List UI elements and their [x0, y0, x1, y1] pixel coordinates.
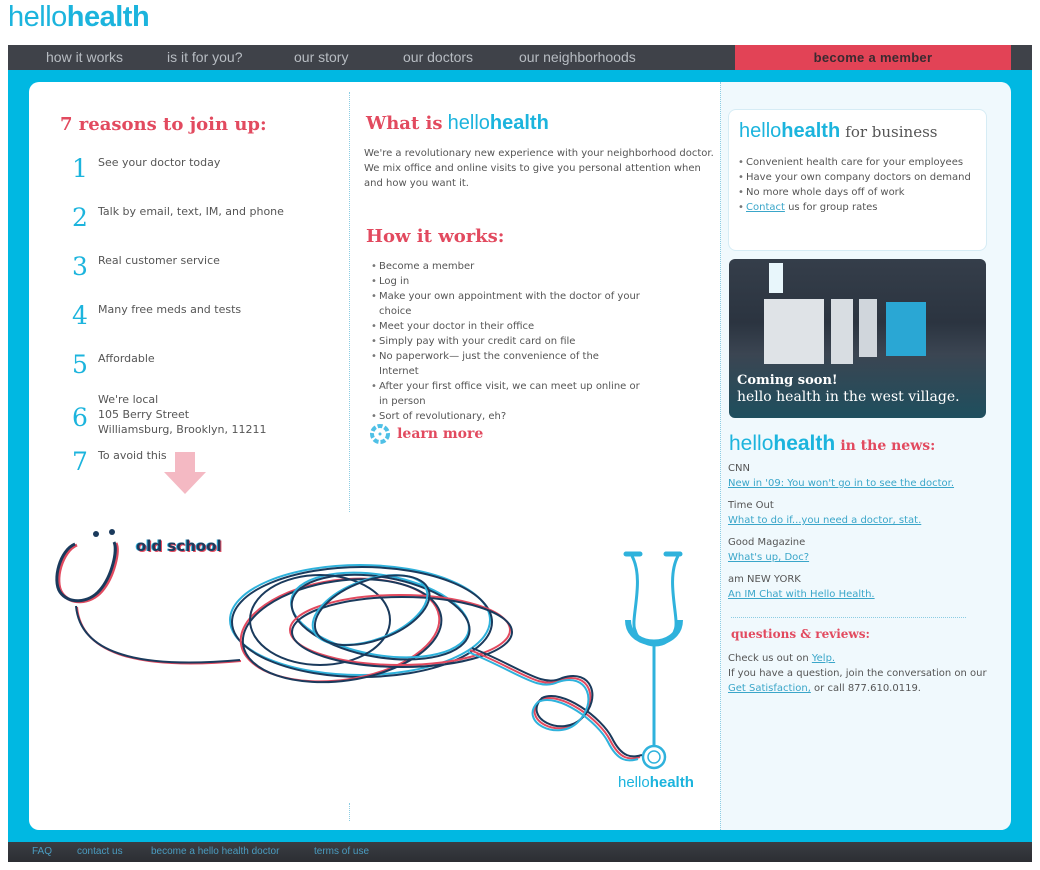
what-is-body: We're a revolutionary new experience with your neighborhood doctor. We mix office and online visits to give you personal attention when and how you want it. — [364, 148, 714, 189]
reviews-line2: If you have a question, join the conversation on our — [728, 668, 987, 679]
illustration-logo-health: health — [649, 774, 694, 791]
yelp-link[interactable]: Yelp. — [811, 653, 836, 664]
how-it-works-title: How it works: — [366, 226, 505, 247]
nav-how-it-works[interactable]: how it works — [46, 49, 124, 65]
reviews-line3: or call 877.610.0119. — [810, 683, 921, 694]
logo-hello: hello — [447, 112, 490, 134]
news-link[interactable]: What to do if...you need a doctor, stat. — [728, 515, 922, 526]
how-it-works-item: • Meet your doctor in their office — [370, 319, 640, 334]
news-source: CNN — [728, 463, 750, 474]
west-village-promo[interactable] — [729, 259, 986, 418]
tangle-scribble — [230, 560, 642, 760]
reason-line: Williamsburg, Brooklyn, 11211 — [98, 423, 267, 436]
divider — [731, 617, 966, 618]
promo-subtitle: hello health in the west village. — [737, 389, 960, 405]
reason-number: 6 — [72, 403, 88, 432]
learn-more-label: learn more — [397, 426, 484, 442]
business-title — [739, 120, 937, 143]
reason-number: 7 — [72, 447, 88, 476]
reviews-line1: Check us out on — [728, 653, 812, 664]
business-item — [737, 200, 982, 215]
reasons-title: 7 reasons to join up: — [60, 114, 267, 135]
new-stethoscope-icon — [626, 554, 680, 768]
business-item: • No more whole days off of work — [737, 185, 982, 200]
what-is-logo — [448, 112, 549, 134]
down-arrow-icon — [164, 452, 206, 494]
reason-number: 3 — [72, 252, 88, 281]
reason-number: 4 — [72, 301, 88, 330]
storefront-poster — [886, 302, 926, 356]
business-logo — [739, 120, 840, 142]
storefront-window — [831, 299, 853, 364]
news-title — [729, 432, 935, 456]
footer-become-doctor[interactable]: become a hello health doctor — [151, 846, 280, 857]
contact-rest: us for group rates — [784, 202, 878, 213]
reason-number: 2 — [72, 203, 88, 232]
news-source: am NEW YORK — [728, 574, 801, 585]
reason-line: Many free meds and tests — [98, 303, 242, 316]
gear-icon — [368, 422, 392, 446]
news-title-suffix: in the news: — [840, 438, 936, 454]
reason-line: 105 Berry Street — [98, 408, 190, 421]
reason-text — [98, 253, 220, 268]
storefront-sign — [769, 263, 783, 293]
news-link[interactable]: An IM Chat with Hello Health. — [728, 589, 875, 600]
reason-text — [98, 302, 241, 317]
what-is-title — [366, 112, 549, 135]
reason-line: Real customer service — [98, 254, 220, 267]
footer — [8, 842, 1032, 862]
reason-text — [98, 392, 267, 437]
how-it-works-item: • After your first office visit, we can meet up online or in person — [370, 379, 640, 409]
how-it-works-item: • No paperwork— just the convenience of the Internet — [370, 349, 640, 379]
illustration-logo-hello: hello — [618, 774, 650, 791]
reason-line: We're local — [98, 393, 159, 406]
reason-number: 5 — [72, 350, 88, 379]
how-it-works-item: • Simply pay with your credit card on file — [370, 334, 640, 349]
footer-terms[interactable]: terms of use — [314, 846, 370, 857]
reason-text — [98, 155, 220, 170]
reviews-body — [728, 651, 1008, 696]
news-source: Good Magazine — [728, 537, 806, 548]
reason-line: See your doctor today — [98, 156, 221, 169]
business-title-suffix: for business — [845, 123, 938, 141]
how-it-works-item: • Sort of revolutionary, eh? — [370, 409, 640, 424]
nav-is-it-for-you[interactable]: is it for you? — [167, 49, 243, 65]
reason-number: 1 — [72, 154, 88, 183]
column-divider — [349, 803, 350, 821]
news-link[interactable]: What's up, Doc? — [728, 552, 810, 563]
reason-text — [98, 448, 167, 463]
hellohealth-logo[interactable] — [8, 0, 149, 34]
learn-more-link[interactable] — [368, 422, 483, 446]
business-item: • Convenient health care for your employees — [737, 155, 982, 170]
nav-our-neighborhoods[interactable]: our neighborhoods — [519, 49, 636, 65]
how-it-works-item: • Make your own appointment with the doctor of your choice — [370, 289, 640, 319]
logo-hello: hello — [8, 1, 67, 33]
business-list — [737, 155, 982, 215]
news-link[interactable]: New in '09: You won't go in to see the doctor. — [728, 478, 955, 489]
how-it-works-item: • Become a member — [370, 259, 640, 274]
reason-text — [98, 351, 155, 366]
news-logo — [729, 432, 835, 455]
how-it-works-list — [370, 259, 640, 424]
what-is-prefix: What is — [366, 113, 443, 134]
logo-hello: hello — [739, 120, 782, 142]
main-nav — [8, 45, 1032, 70]
nav-our-doctors[interactable]: our doctors — [403, 49, 474, 65]
reviews-title: questions & reviews: — [731, 627, 870, 641]
illustration-logo — [618, 774, 694, 791]
news-source: Time Out — [728, 500, 774, 511]
logo-health: health — [781, 120, 841, 142]
become-member-button[interactable]: become a member — [735, 45, 1011, 70]
storefront-window — [764, 299, 824, 364]
logo-health: health — [489, 112, 549, 134]
promo-headline: Coming soon! — [737, 373, 838, 388]
storefront-window — [859, 299, 877, 357]
logo-hello: hello — [729, 432, 774, 455]
how-it-works-item: • Log in — [370, 274, 640, 289]
logo-health: health — [66, 1, 150, 33]
footer-contact-us[interactable]: contact us — [77, 846, 123, 857]
stethoscope-illustration — [40, 520, 720, 800]
nav-our-story[interactable]: our story — [294, 49, 349, 65]
logo-health: health — [773, 432, 836, 455]
column-divider — [349, 92, 350, 512]
reason-line: Affordable — [98, 352, 155, 365]
reason-line: To avoid this — [98, 449, 167, 462]
get-satisfaction-link[interactable]: Get Satisfaction, — [728, 683, 811, 694]
old-school-label: old school — [136, 537, 222, 555]
business-item: • Have your own company doctors on demand — [737, 170, 982, 185]
reason-line: Talk by email, text, IM, and phone — [98, 205, 284, 218]
footer-faq[interactable]: FAQ — [32, 846, 53, 857]
contact-link[interactable]: Contact — [746, 202, 785, 213]
reason-text — [98, 204, 284, 219]
